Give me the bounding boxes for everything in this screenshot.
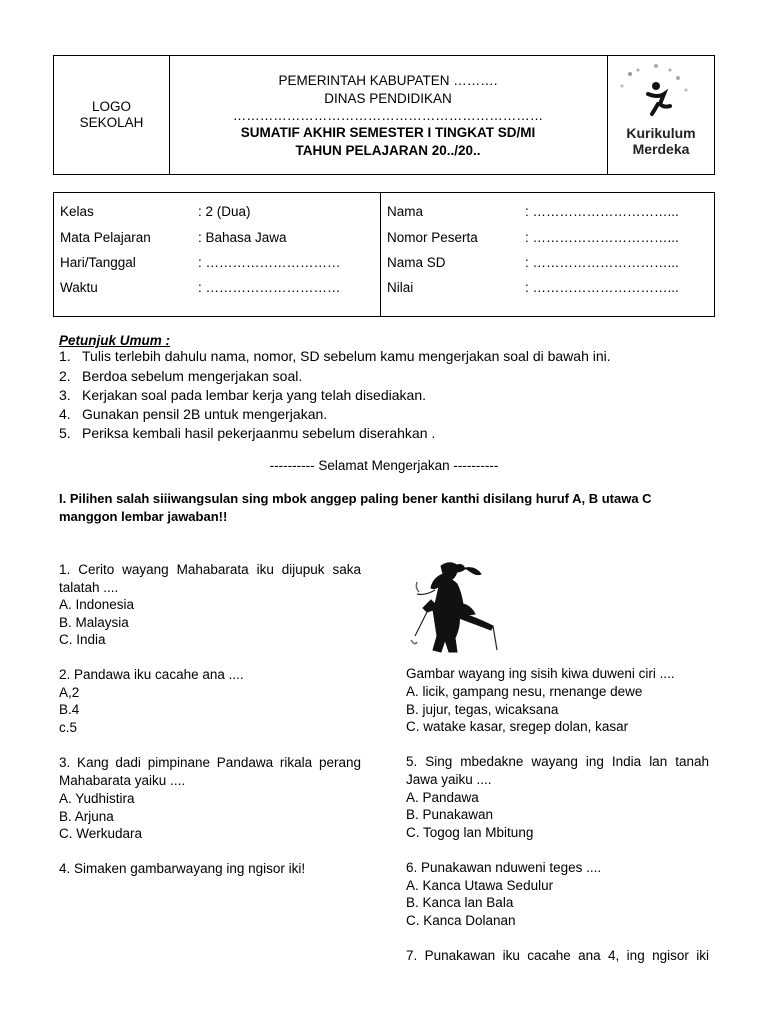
instruction-num: 4.	[59, 406, 71, 422]
question-3-line1: 3. Kang dadi pimpinane Pandawa rikala perang	[59, 755, 361, 770]
greeting: ---------- Selamat Mengerjakan ----------	[269, 458, 499, 473]
question-1-line1: 1. Cerito wayang Mahabarata iku dijupuk saka	[59, 562, 361, 577]
info-divider	[380, 193, 381, 316]
instruction-num: 3.	[59, 387, 71, 403]
info-value-subject: : Bahasa Jawa	[198, 230, 287, 245]
logo-text-1: LOGO	[91, 99, 131, 114]
info-value-class: : 2 (Dua)	[198, 204, 251, 219]
info-value-number: : …………………………...	[525, 230, 679, 245]
option: A. Kanca Utawa Sedulur	[406, 878, 554, 893]
question-3-line2: Mahabarata yaiku ....	[59, 773, 186, 788]
option: B.4	[59, 702, 80, 717]
option: C. Togog lan Mbitung	[406, 825, 534, 840]
academic-year: TAHUN PELAJARAN 20../20..	[295, 143, 481, 158]
header-government: PEMERINTAH KABUPATEN ……….	[278, 73, 498, 88]
instruction-text: Tulis terlebih dahulu nama, nomor, SD sebelum kamu mengerjakan soal di bawah ini.	[82, 348, 611, 364]
question-5-line2: Jawa yaiku ....	[406, 772, 492, 787]
option: C. Kanca Dolanan	[406, 913, 516, 928]
wayang-puppet-image	[405, 560, 505, 660]
info-value-date: : …………………………	[198, 255, 341, 270]
header-blank-line: ……………………………………………………………	[232, 108, 544, 123]
question-4-stem: Gambar wayang ing sisih kiwa duweni ciri ....	[406, 666, 675, 681]
option: B. jujur, tegas, wicaksana	[406, 702, 559, 717]
option: C. watake kasar, sregep dolan, kasar	[406, 719, 629, 734]
student-info-box	[53, 192, 715, 317]
km-text-2: Merdeka	[632, 141, 690, 157]
question-7-line1: 7. Punakawan iku cacahe ana 4, ing ngisor iki	[406, 948, 709, 963]
option: B. Malaysia	[59, 615, 129, 630]
info-label-number: Nomor Peserta	[387, 230, 478, 245]
instruction-num: 2.	[59, 368, 71, 384]
option: B. Punakawan	[406, 807, 494, 822]
option: A. Pandawa	[406, 790, 479, 805]
kurikulum-merdeka-logo	[607, 56, 715, 174]
option: A. licik, gampang nesu, rnenange dewe	[406, 684, 643, 699]
option: C. Werkudara	[59, 826, 143, 841]
section-instruction-2: manggon lembar jawaban!!	[59, 509, 228, 524]
instructions-title: Petunjuk Umum :	[59, 333, 171, 348]
school-header	[53, 55, 715, 175]
option: B. Arjuna	[59, 809, 114, 824]
question-4: 4. Simaken gambarwayang ing ngisor iki!	[59, 861, 306, 876]
instruction-text: Periksa kembali hasil pekerjaanmu sebelum diserahkan .	[82, 425, 436, 441]
option: A. Yudhistira	[59, 791, 135, 806]
school-logo-placeholder	[54, 56, 170, 174]
option: B. Kanca lan Bala	[406, 895, 514, 910]
info-value-school: : …………………………...	[525, 255, 679, 270]
exam-title: SUMATIF AKHIR SEMESTER I TINGKAT SD/MI	[240, 125, 536, 140]
option: A. Indonesia	[59, 597, 135, 612]
km-text-1: Kurikulum	[626, 125, 696, 141]
instruction-text: Kerjakan soal pada lembar kerja yang telah disediakan.	[82, 387, 426, 403]
question-2: 2. Pandawa iku cacahe ana ....	[59, 667, 244, 682]
info-label-name: Nama	[387, 204, 424, 219]
info-label-time: Waktu	[60, 280, 98, 295]
info-label-subject: Mata Pelajaran	[60, 230, 151, 245]
option: C. India	[59, 632, 106, 647]
option: c.5	[59, 720, 78, 735]
info-value-score: : …………………………...	[525, 280, 679, 295]
info-label-date: Hari/Tanggal	[60, 255, 136, 270]
instruction-text: Gunakan pensil 2B untuk mengerjakan.	[82, 406, 328, 422]
header-department: DINAS PENDIDIKAN	[324, 91, 452, 106]
section-instruction-1: I. Pilihen salah siiiwangsulan sing mbok anggep paling bener kanthi disilang huruf A, B utawa C	[59, 491, 652, 506]
info-value-time: : …………………………	[198, 280, 341, 295]
info-label-score: Nilai	[387, 280, 414, 295]
instruction-num: 1.	[59, 348, 71, 364]
question-1-line2: talatah ....	[59, 580, 119, 595]
question-6: 6. Punakawan nduweni teges ....	[406, 860, 602, 875]
header-title-block	[169, 56, 607, 174]
instruction-text: Berdoa sebelum mengerjakan soal.	[82, 368, 303, 384]
info-value-name: : …………………………...	[525, 204, 679, 219]
instruction-num: 5.	[59, 425, 71, 441]
logo-text-2: SEKOLAH	[79, 115, 144, 130]
option: A,2	[59, 685, 80, 700]
info-label-school: Nama SD	[387, 255, 446, 270]
kurikulum-merdeka-icon	[608, 56, 715, 174]
info-label-class: Kelas	[60, 204, 94, 219]
question-5-line1: 5. Sing mbedakne wayang ing India lan tanah	[406, 754, 709, 769]
